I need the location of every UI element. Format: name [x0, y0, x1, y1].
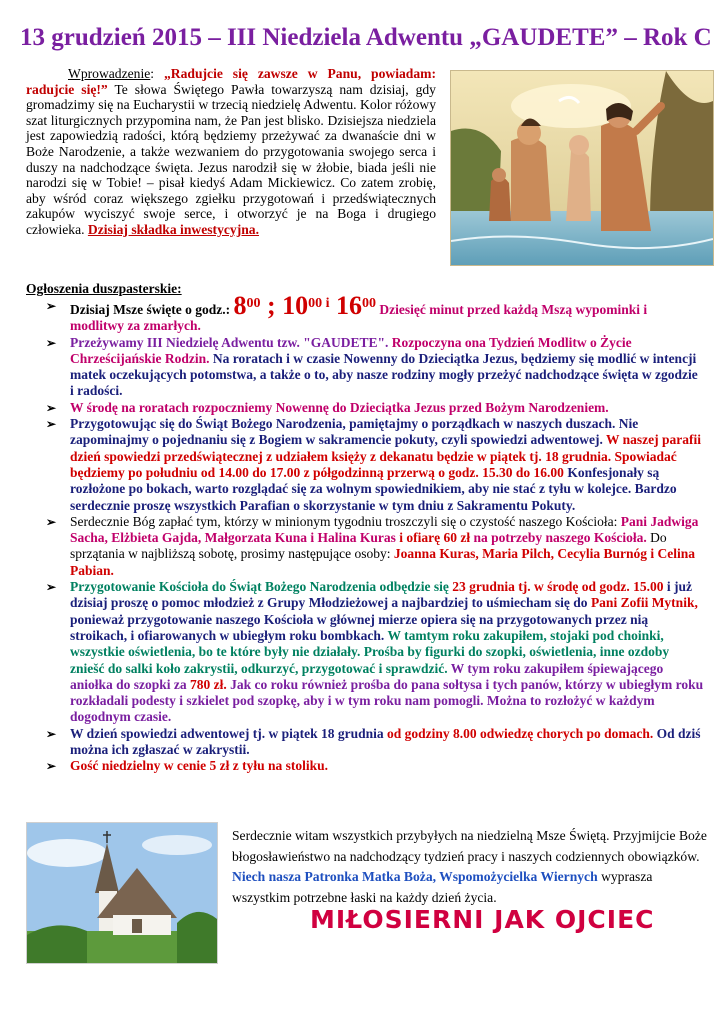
sick-visit-register: Od dziś można ich zgłaszać w zakrystii. [70, 725, 701, 758]
introduction-paragraph [26, 66, 436, 238]
list-item [46, 514, 704, 579]
angel-price: 780 zł. [190, 676, 227, 692]
confession-schedule-text: W naszej parafii dzień spowiedzi przedświątecznej z udziałem księży z dekanatu będzie w piątek tj. 18 grudnia. Spowiadać będziemy po południu od 14.00 do 17.00 z półgodzinną przerwą o godz. 15.30 do 16.00 [70, 432, 702, 480]
arrow-right-bullet-icon: ➢ [46, 514, 57, 529]
mass-times-label: Dzisiaj Msze święte o godz.: [70, 302, 231, 317]
novena-text: W środę na roratach rozpoczniemy Nowennę do Dzieciątka Jezus przed Bożym Narodzeniem. [70, 399, 609, 415]
collection-notice: Dzisiaj składka inwestycyjna. [87, 221, 259, 237]
intro-body: Te słowa Świętego Pawła towarzyszą nam dzisiaj, gdy gromadzimy się na Eucharystii w trzecią niedzielę Adwentu. Kolor różowy szat liturgicznych przypomina nam, że Pan jest blisko. Dzisiejsza niedziela jest zapowiedzią radości, którą będziemy przeżywać za dwanaście dni w Boże Narodzenie, a także wezwaniem do przygotowania swojego serca i duszy na nadchodzące święta. Jezus narodził się w żłobie, biada jeśli nie narodzi się w Tobie! – pisał kiedyś Adam Mickiewicz. Co zatem zrobię, aby wśród coraz większego zgiełku przygotowań i przedświątecznych zakupów wyciszyć swoje serce, i otworzyć je na Boga i drugiego człowieka. [26, 81, 436, 237]
arrow-right-bullet-icon: ➢ [46, 400, 57, 415]
purchases-text: W tamtym roku zakupiłem, stojaki pod choinki, wszystkie oświetlenia, bo te które były nie działały. Prośba by figurki do szopki, oświetlenia, inne ozdoby zniešć do salki koło zakrystii, odkurzyć, przygotować i sprawdzić. [70, 627, 670, 676]
church-photo [26, 822, 218, 964]
intro-quote: „Radujcie się zawsze w Panu, powiadam: radujcie się!” [26, 66, 436, 97]
church-prep-date: 23 grudnia tj. w środę od godz. 15.00 [452, 579, 664, 595]
nativity-help-text: Jak co roku również prośba do pana sołtysa i tych panów, którzy w ubiegłym roku rozkładali podesty i szkielet pod szopkę, aby i w tym roku nam pomogli. Można to rozłożyć w każdym dogodnym czasie. [70, 676, 704, 725]
mass-times: $8^{00}$ ; $10^{00 i}$ $16^{00}$ [233, 291, 377, 320]
decorations-text: ponieważ przygotowanie naszego Kościoła w głównej mierze opiera się na przygotowanych przez nią stroikach, i ofiarowanych w ubiegłym roku bombkach. [70, 611, 649, 643]
closing-greeting [232, 826, 710, 908]
next-cleaners-names: Joanna Kuras, Maria Pilch, Cecylia Burnóg i Celina Pabian. [70, 546, 696, 578]
arrow-right-bullet-icon: ➢ [46, 580, 57, 595]
gaudete-text: Przeżywamy III Niedzielę Adwentu tzw. "GAUDETE". [70, 334, 389, 350]
list-item [46, 579, 704, 726]
list-item [46, 726, 704, 759]
baptism-scene-image [451, 71, 713, 265]
year-motto: MIŁOSIERNI JAK OJCIEC [310, 905, 655, 934]
arrow-right-bullet-icon: ➢ [46, 299, 57, 313]
arrow-right-bullet-icon: ➢ [46, 417, 57, 432]
mass-note: Dziesięć minut przed każdą Mszą wypominki i modlitwy za zmarłych. [70, 302, 648, 334]
offering-amount: i ofiarę 60 zł [399, 530, 471, 546]
list-item [46, 758, 704, 774]
intro-label: Wprowadzenie [68, 66, 151, 81]
intro-label-colon: : [150, 66, 164, 81]
youth-help-text: i już dzisiaj proszę o pomoc młodzież z Grupy Młodzieżowej a najbardziej to uśmiecham się do [70, 579, 692, 611]
confession-info-text: Konfesjonały są rozłożone po bokach, warto rozglądać się za wolnym spowiednikiem, aby nie stać z tyłu w kolejce. Bardzo serdecznie proszę wszystkich Parafian o skorzystanie w tym dniu z Sakramentu Pokuty. [70, 464, 677, 513]
baptism-illustration [450, 70, 714, 266]
announcements-list [46, 291, 704, 775]
blessing-text: wyprasza wszystkim potrzebne łaski na każdy dzień życia. [232, 869, 653, 905]
church-prep-text: Przygotowanie Kościoła do Świąt Bożego Narodzenia odbędzie się [70, 579, 449, 595]
helper-name: Pani Zofii Mytnik, [590, 595, 698, 611]
list-item [46, 400, 704, 416]
list-item [46, 291, 704, 335]
church-image [27, 823, 217, 963]
announcements-heading: Ogłoszenia duszpasterskie: [26, 281, 182, 296]
page-title: 13 grudzień 2015 – III Niedziela Adwentu „GAUDETE” – Rok C [20, 24, 712, 51]
sick-visit-time: od godziny 8.00 odwiedzę chorych po domach. [387, 725, 654, 741]
thanks-text: Serdecznie Bóg zapłać tym, którzy w minionym tygodniu troszczyli się o czystość naszego Kościoła: [70, 513, 618, 529]
list-item [46, 335, 704, 400]
prayer-week-text: Rozpoczyna ona Tydzień Modlitw o Życie Chrześcijańskie Rodzin. [70, 334, 632, 366]
offering-purpose: na potrzeby naszego Kościoła. [473, 530, 647, 546]
arrow-right-bullet-icon: ➢ [46, 335, 57, 350]
angel-purchase-text: W tym roku zakupiłem śpiewającego aniołka do szopki za [70, 660, 664, 692]
arrow-right-bullet-icon: ➢ [46, 759, 57, 774]
arrow-right-bullet-icon: ➢ [46, 726, 57, 741]
greeting-text: Serdecznie witam wszystkich przybyłych na niedzielną Msze Świętą. Przyjmijcie Boże błogosławieństwo na nadchodzący tydzień pracy i naszych codziennych obowiązków. [232, 828, 707, 864]
patroness-text: Niech nasza Patronka Matka Boża, Wspomożycielka Wiernych [232, 869, 598, 884]
sick-visit-date: W dzień spowiedzi adwentowej tj. w piątek 18 grudnia [70, 725, 384, 741]
rorate-intention-text: Na roratach i w czasie Nowenny do Dzieciątka Jezus, będziemy się modlić w intencji matek oczekujących potomstwa, a także o to, aby nasze rodziny mogły przeżyć nadchodzące święta w zgodzie i radości. [70, 350, 698, 399]
cleaners-names: Pani Jadwiga Sacha, Elżbieta Gajda, Małgorzata Kuna i Halina Kuras [70, 513, 699, 546]
next-cleaning-text: Do sprzątania w najbliższą sobotę, prosimy następujące osoby: [70, 530, 667, 562]
magazine-text: Gość niedzielny w cenie 5 zł z tyłu na stoliku. [70, 758, 328, 774]
list-item [46, 416, 704, 514]
confession-intro-text: Przygotowując się do Świąt Bożego Narodzenia, pamiętajmy o porządkach w naszych duszach. Nie zapominajmy o pojednaniu się z Bogiem w sakramencie pokuty, czyli spowiedzi adwentowej. [70, 416, 639, 448]
